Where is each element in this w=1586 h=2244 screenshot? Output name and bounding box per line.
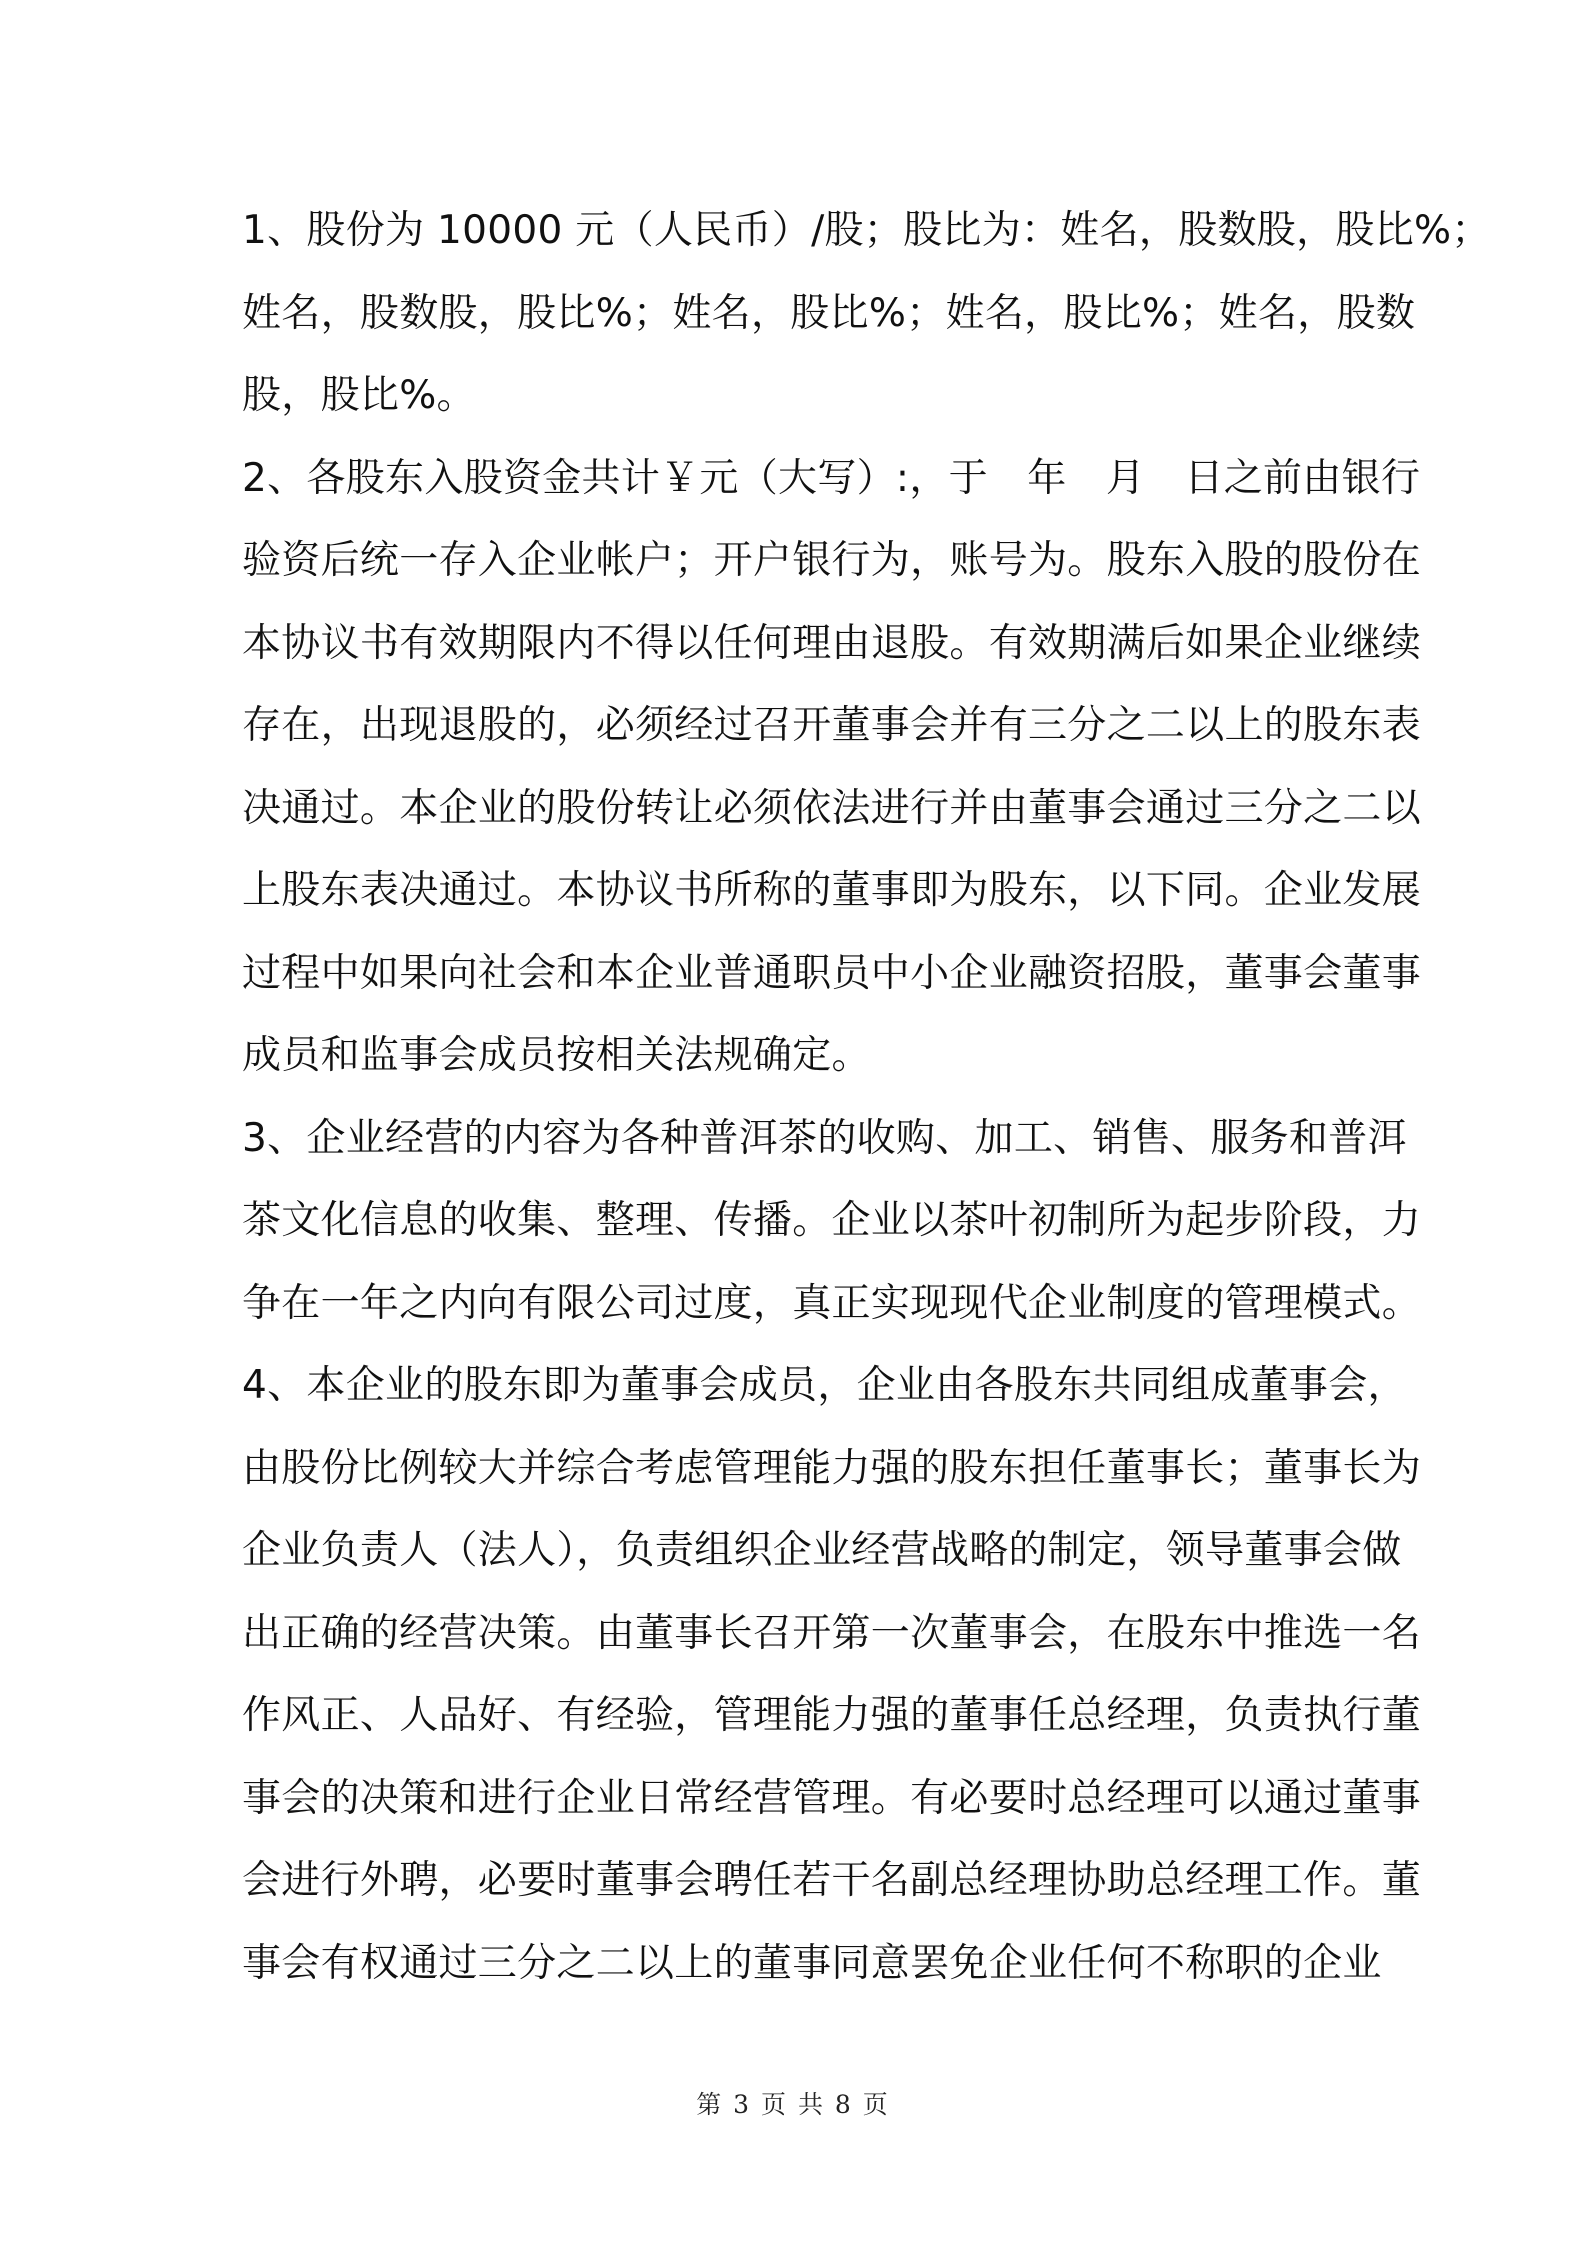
body-line-13: 茶文化信息的收集、整理、传播。企业以茶叶初制所为起步阶段，力 <box>242 1198 1422 1243</box>
body-line-17: 企业负责人（法人），负责组织企业经营战略的制定，领导董事会做 <box>242 1528 1402 1573</box>
body-line-12: 3、企业经营的内容为各种普洱茶的收购、加工、销售、服务和普洱 <box>242 1115 1407 1161</box>
document-body <box>242 190 1491 2005</box>
body-line-14: 争在一年之内向有限公司过度，真正实现现代企业制度的管理模式。 <box>242 1280 1422 1326</box>
body-line-20: 事会的决策和进行企业日常经营管理。有必要时总经理可以通过董事 <box>242 1775 1422 1821</box>
body-line-21: 会进行外聘，必要时董事会聘任若干名副总经理协助总经理工作。董 <box>242 1858 1422 1903</box>
body-line-8: 决通过。本企业的股份转让必须依法进行并由董事会通过三分之二以 <box>242 785 1422 831</box>
body-line-15: 4、本企业的股东即为董事会成员，企业由各股东共同组成董事会， <box>242 1363 1407 1408</box>
body-line-22: 事会有权通过三分之二以上的董事同意罢免企业任何不称职的企业 <box>242 1940 1382 1986</box>
body-line-11: 成员和监事会成员按相关法规确定。 <box>242 1033 871 1078</box>
body-line-7: 存在，出现退股的，必须经过召开董事会并有三分之二以上的股东表 <box>242 703 1422 748</box>
page-number-footer: 第 3 页 共 8 页 <box>696 2090 890 2119</box>
body-line-16: 由股份比例较大并综合考虑管理能力强的股东担任董事长；董事长为 <box>242 1445 1422 1491</box>
body-line-18: 出正确的经营决策。由董事长召开第一次董事会，在股东中推选一名 <box>242 1610 1422 1656</box>
body-line-9: 上股东表决通过。本协议书所称的董事即为股东，以下同。企业发展 <box>242 868 1422 913</box>
body-line-1: 1、股份为 10000 元（人民币）/股；股比为：姓名，股数股，股比%； <box>242 208 1491 253</box>
body-line-6: 本协议书有效期限内不得以任何理由退股。有效期满后如果企业继续 <box>242 620 1422 666</box>
body-line-2: 姓名，股数股，股比%；姓名，股比%；姓名，股比%；姓名，股数 <box>242 290 1416 336</box>
body-line-19: 作风正、人品好、有经验，管理能力强的董事任总经理，负责执行董 <box>242 1693 1422 1738</box>
body-line-5: 验资后统一存入企业帐户；开户银行为，账号为。股东入股的股份在 <box>242 538 1422 583</box>
body-line-4: 2、各股东入股资金共计￥元（大写）:，于 年 月 日之前由银行 <box>242 455 1421 501</box>
body-line-3: 股，股比%。 <box>242 373 476 418</box>
body-line-10: 过程中如果向社会和本企业普通职员中小企业融资招股，董事会董事 <box>242 950 1422 996</box>
